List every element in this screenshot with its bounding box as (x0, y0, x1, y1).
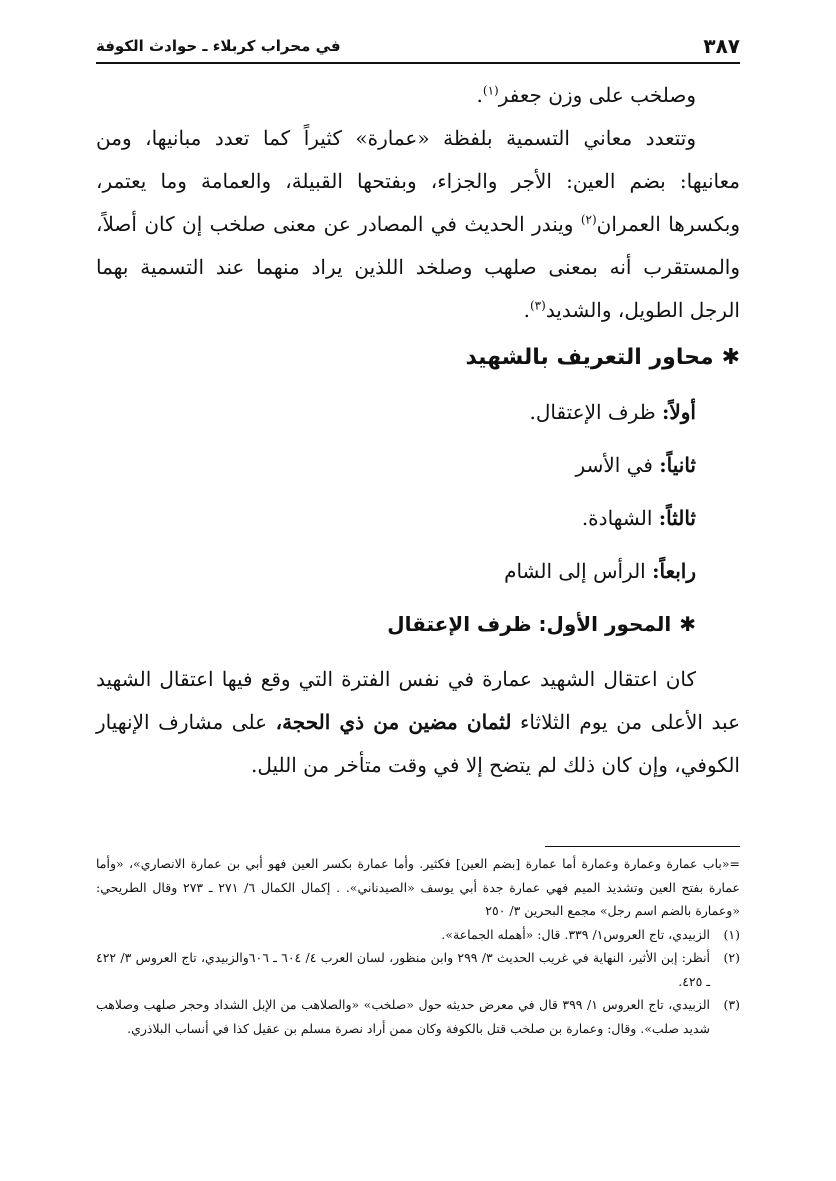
paragraph-naming-end: . (523, 298, 530, 322)
page-number: ٣٨٧ (703, 34, 740, 58)
axis-item (96, 492, 696, 545)
paragraph-naming-part-b: ويندر الحديث في المصادر عن معنى صلخب إن كان أصلاً، والمستقرب أنه بمعنى صلهب وصلخد اللذين يراد منهما عند التسمية بهما الرجل الطويل، والشديد (96, 212, 740, 322)
main-text (96, 74, 740, 787)
axis-label: أولاً: (661, 400, 696, 424)
footnote-number: (٣) (723, 997, 740, 1012)
axis-text: الرأس إلى الشام (504, 559, 653, 583)
opening-line-end: . (476, 83, 483, 107)
axis-text: الشهادة. (581, 506, 659, 530)
axis-label: ثالثاً: (658, 506, 696, 530)
axis-text: في الأسر (575, 453, 660, 477)
subheading-star-icon: ✱ (679, 612, 696, 636)
footnote-ref-3: (٣) (529, 298, 546, 313)
footnote-text: الزبيدي، تاج العروس ١/ ٣٩٩ قال في معرض حديثه حول «صلخب» «والصلاهب من الإبل الشداد وحجر صلهب وصلاهب شديد صلب». وقال: وعمارة بن صلخب قتل بالكوفة وكان ممن أراد نصرة مسلم بن عقيل كذا في أنساب البلاذري. (96, 997, 711, 1036)
footnote-separator (545, 846, 740, 847)
paragraph-arrest (96, 658, 740, 787)
subsection-heading-text: المحور الأول: ظرف الإعتقال (387, 612, 672, 636)
axis-item (96, 545, 696, 598)
paragraph-arrest-part-a: كان اعتقال الشهيد عمارة في نفس الفترة التي وقع فيها اعتقال الشهيد عبد الأعلى من يوم الثلاثاء (96, 667, 741, 734)
opening-line (96, 74, 740, 117)
axes-list (96, 386, 740, 598)
axis-item (96, 386, 696, 439)
axis-label: رابعاً: (652, 559, 696, 583)
footnote-number: (٢) (723, 950, 740, 965)
footnote (96, 993, 740, 1040)
footnote-ref-1: (١) (482, 83, 499, 98)
paragraph-naming-part-a: وتتعدد معاني التسمية بلفظة «عمارة» كثيراً كما تعدد مبانيها، ومن معانيها: بضم العين: الأجر والجزاء، وبفتحها القبيلة، والعمامة وما يعتمر، وبكسرها العمران (96, 126, 740, 236)
axis-item (96, 439, 696, 492)
running-title: في محراب كربلاء ـ حوادث الكوفة (96, 37, 341, 55)
section-heading-text: محاور التعريف بالشهيد (465, 345, 714, 370)
section-heading (96, 334, 740, 382)
paragraph-arrest-date: لثمان مضين من ذي الحجة، (275, 710, 512, 734)
opening-line-text: وصلخب على وزن جعفر (498, 83, 696, 107)
heading-star-icon: ✱ (721, 345, 740, 370)
footnote-text: أنظر: إبن الأثير، النهاية في غريب الحديث ٣/ ٢٩٩ وابن منظور، لسان العرب ٤/ ٦٠٤ ـ ٦٠٦والزبيدي، تاج العروس ٣/ ٤٢٢ ـ ٤٢٥. (96, 950, 711, 989)
subsection-heading (96, 598, 696, 650)
footnote-number: (١) (723, 926, 740, 942)
axis-label: ثانياً: (659, 453, 696, 477)
running-header (96, 30, 740, 62)
axis-text: ظرف الإعتقال. (529, 400, 662, 424)
header-rule (96, 62, 740, 64)
footnotes (96, 852, 740, 1040)
footnote-text: الزبيدي، تاج العروس١/ ٣٣٩. قال: «أهمله الجماعة». (441, 926, 710, 942)
footnote (96, 923, 740, 947)
paragraph-naming (96, 117, 740, 332)
footnote-ref-2: (٢) (580, 212, 597, 227)
footnote-continuation: =«باب عمارة وعمارة وعمارة أما عمارة [بضم العين] فكثير. وأما عمارة بكسر العين فهو أبي بن عمارة الانصاري»، «وأما عمارة بفتح العين وتشديد الميم فهي عمارة جدة أبي يوسف «الصيدناني». . إكمال الكمال ٦/ ٢٧١ ـ ٢٧٣ وقال الطريحي: «وعمارة بالضم اسم رجل» مجمع البحرين ٣/ ٢٥٠ (96, 856, 741, 918)
footnote (96, 946, 740, 993)
paragraph-arrest-part-b: على مشارف الإنهيار الكوفي، وإن كان ذلك لم يتضح إلا في وقت متأخر من الليل. (96, 710, 740, 777)
